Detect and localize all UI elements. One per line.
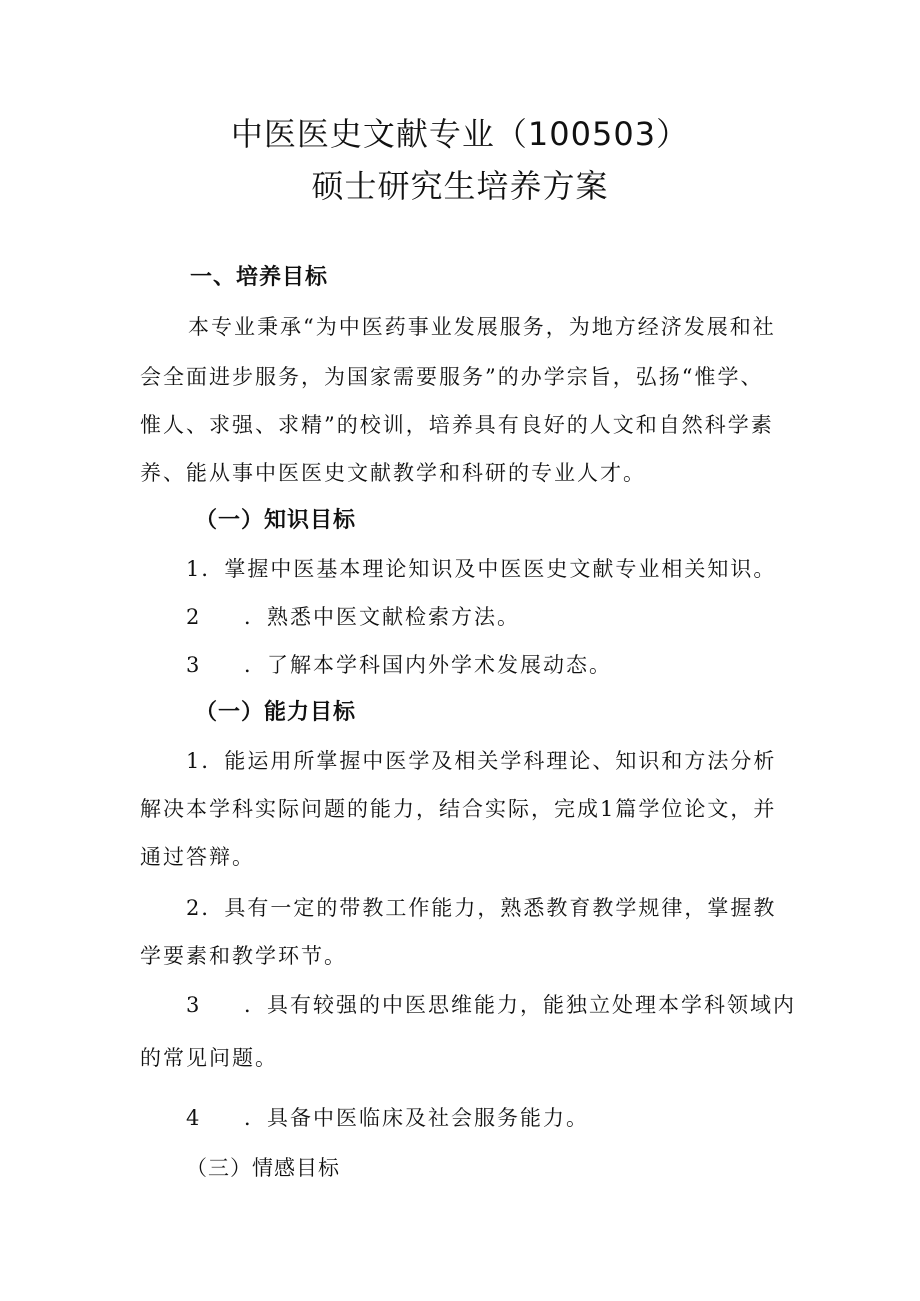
item-text: ．熟悉中医文献检索方法。: [244, 605, 520, 629]
ability-item-3-continuation: 的常见问题。: [140, 1046, 278, 1070]
item-number: 3: [186, 993, 200, 1017]
item-number: 4: [186, 1106, 200, 1130]
section-heading-training-goals: 一、培养目标: [190, 265, 329, 290]
ability-item-1-line: 通过答辩。: [140, 845, 255, 869]
subsection-heading-knowledge: （一）知识目标: [195, 508, 357, 533]
paragraph-line: 本专业秉承“为中医药事业发展服务，为地方经济发展和社: [188, 315, 776, 339]
item-number: 3: [186, 653, 200, 677]
subsection-heading-ability: （一）能力目标: [195, 700, 357, 725]
paragraph-line: 会全面进步服务，为国家需要服务”的办学宗旨，弘扬“惟学、: [140, 365, 764, 389]
document-title-line2: 硕士研究生培养方案: [311, 167, 609, 205]
ability-item-2-line: 学要素和教学环节。: [140, 944, 347, 968]
ability-item-1-line: 解决本学科实际问题的能力，结合实际，完成1篇学位论文，并: [140, 797, 777, 821]
subsection-heading-emotion: （三）情感目标: [186, 1156, 340, 1180]
item-text: ．具有较强的中医思维能力，能独立处理本学科领域内: [244, 993, 796, 1017]
ability-item-1-line: 1．能运用所掌握中医学及相关学科理论、知识和方法分析: [186, 749, 777, 773]
item-number: 2: [186, 605, 200, 629]
knowledge-item-1: 1．掌握中医基本理论知识及中医医史文献专业相关知识。: [186, 557, 777, 581]
ability-item-4: [186, 1105, 589, 1131]
ability-item-3: [186, 992, 796, 1018]
item-text: ．具备中医临床及社会服务能力。: [244, 1106, 589, 1130]
paragraph-line: 养、能从事中医医史文献教学和科研的专业人才。: [140, 461, 646, 485]
knowledge-item-3: [186, 652, 612, 678]
knowledge-item-2: [186, 604, 520, 630]
item-text: ．了解本学科国内外学术发展动态。: [244, 653, 612, 677]
document-title-line1: 中医医史文献专业（100503）: [230, 115, 690, 153]
paragraph-line: 惟人、求强、求精”的校训，培养具有良好的人文和自然科学素: [140, 413, 774, 437]
ability-item-2-line: 2．具有一定的带教工作能力，熟悉教育教学规律，掌握教: [186, 896, 777, 920]
